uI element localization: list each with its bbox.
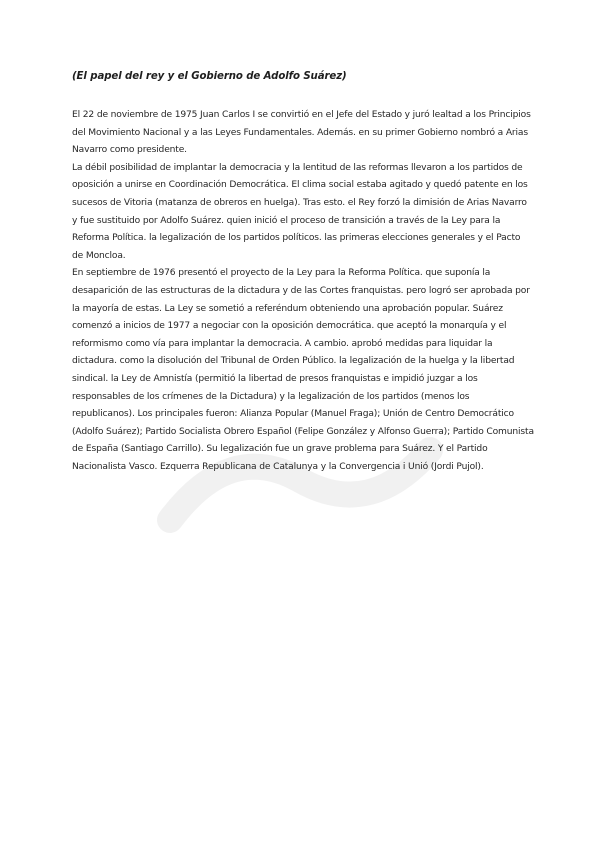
paragraph-3: En septiembre de 1976 presentó el proyecto de la Ley para la Reforma Política. que suponía la desaparición de las estructuras de la dictadura y de las Cortes franquistas. pero logró ser aprobada por la mayoría de estas. La Ley se sometió a referéndum obteniendo una aprobación popular. Suárez comenzó a inicios de 1977 a negociar con la oposición democrática. que aceptó la monarquía y el reformismo como vía para implantar la democracia. A cambio. aprobó medidas para liquidar la dictadura. como la disolución del Tribunal de Orden Público. la legalización de la huelga y la libertad sindical. la Ley de Amnistía (permitió la libertad de presos franquistas e impidió juzgar a los responsables de los crímenes de la Dictadura) y la legalización de los partidos (menos los republicanos). Los principales fueron: Alianza Popular (Manuel Fraga); Unión de Centro Democrático (Adolfo Suárez); Partido Socialista Obrero Español (Felipe González y Alfonso Guerra); Partido Comunista de España (Santiago Carrillo). Su legalización fue un grave problema para Suárez. Y el Partido Nacionalista Vasco. Ezquerra Republicana de Catalunya y la Convergencia i Unió (Jordi Pujol). bbox=[72, 268, 534, 472]
document-title: (El papel del rey y el Gobierno de Adolfo Suárez) bbox=[72, 71, 347, 82]
paragraph-2: La débil posibilidad de implantar la democracia y la lentitud de las reformas llevaron a los partidos de oposición a unirse en Coordinación Democrática. El clima social estaba agitado y quedó patente en los sucesos de Vitoria (matanza de obreros en huelga). Tras esto. el Rey forzó la dimisión de Arias Navarro y fue sustituido por Adolfo Suárez. quien inició el proceso de transición a través de la Ley para la Reforma Política. la legalización de los partidos políticos. las primeras elecciones generales y el Pacto de Moncloa. bbox=[72, 162, 528, 261]
paragraph-1: El 22 de noviembre de 1975 Juan Carlos I se convirtió en el Jefe del Estado y juró lealtad a los Principios del Movimiento Nacional y a las Leyes Fundamentales. Además. en su primer Gobierno nombró a Arias Navarro como presidente. bbox=[72, 110, 531, 156]
document-body bbox=[72, 107, 534, 476]
